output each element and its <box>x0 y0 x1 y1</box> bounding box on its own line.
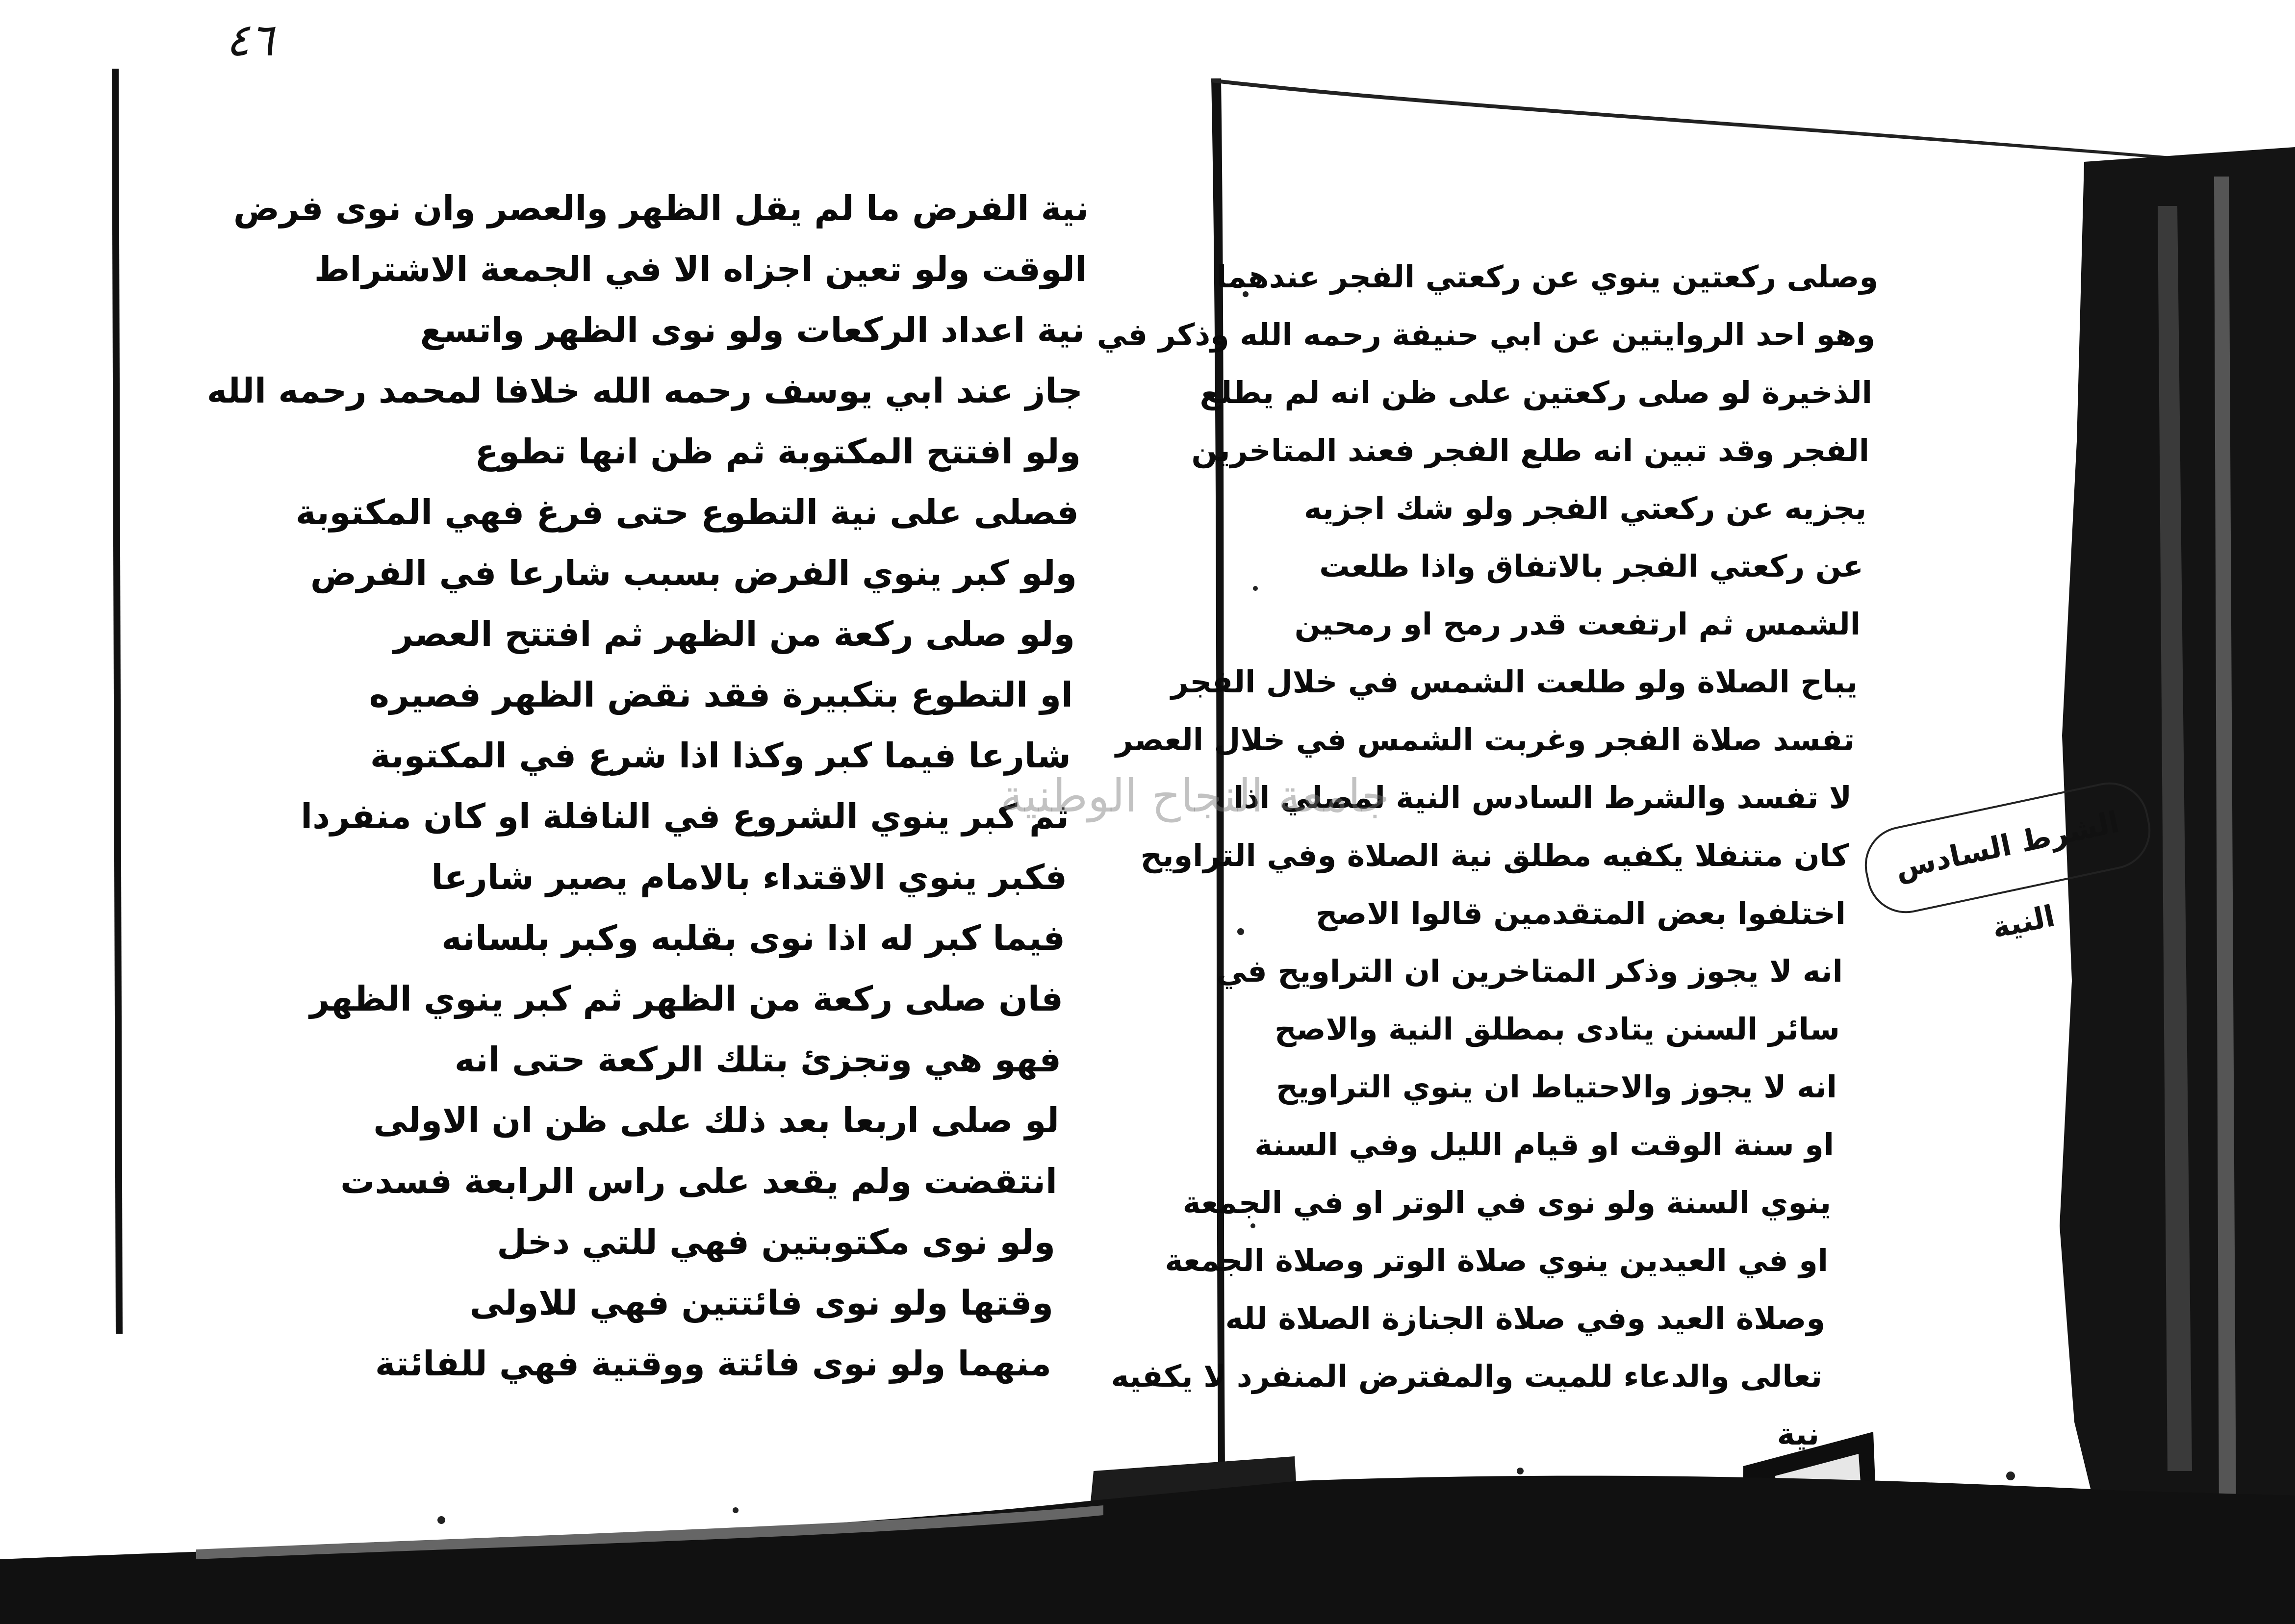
manuscript-line: منهما ولو نوى فائتة ووقتية فهي للفائتة <box>375 1344 1051 1384</box>
manuscript-line: فكبر ينوي الاقتداء بالامام يصير شارعا <box>431 857 1067 897</box>
manuscript-line: الذخيرة لو صلى ركعتين على ظن انه لم يطلع <box>1199 375 1872 410</box>
manuscript-line: وقتها ولو نوى فائتتين فهي للاولى <box>469 1283 1053 1323</box>
manuscript-line: فصلى على نية التطوع حتى فرغ فهي المكتوبة <box>295 492 1079 533</box>
manuscript-line: شارعا فيما كبر وكذا اذا شرع في المكتوبة <box>370 736 1071 776</box>
left-binding-edge <box>112 69 123 1334</box>
manuscript-line: لو صلى اربعا بعد ذلك على ظن ان الاولى <box>373 1100 1059 1141</box>
manuscript-line: ولو كبر ينوي الفرض بسبب شارعا في الفرض <box>310 553 1077 593</box>
manuscript-line: وهو احد الروايتين عن ابي حنيفة رحمه الله وذكر في <box>1096 317 1875 353</box>
page-number: ٤٦ <box>226 14 274 66</box>
manuscript-line: ولو صلى ركعة من الظهر ثم افتتح العصر <box>393 614 1075 654</box>
manuscript-line: الوقت ولو تعين اجزاه الا في الجمعة الاشتراط <box>314 249 1087 289</box>
manuscript-line: اختلفوا بعض المتقدمين قالوا الاصح <box>1315 895 1846 931</box>
manuscript-line: الشمس ثم ارتفعت قدر رمح او رمحين <box>1294 606 1861 642</box>
manuscript-line: تعالى والدعاء للميت والمفترض المنفرد لا يكفيه <box>1111 1358 1822 1394</box>
manuscript-line: لا تفسد والشرط السادس النية لمصلي اذا <box>1233 780 1852 815</box>
manuscript-line: فيما كبر له اذا نوى بقلبه وكبر بلسانه <box>441 918 1065 958</box>
manuscript-line: جاز عند ابي يوسف رحمه الله خلافا لمحمد رحمه الله <box>206 371 1083 411</box>
top-page-edge <box>1211 78 2177 160</box>
manuscript-line: او التطوع بتكبيرة فقد نقض الظهر فصيره <box>369 675 1073 715</box>
manuscript-line: ثم كبر ينوي الشروع في النافلة او كان منفردا <box>301 796 1069 837</box>
manuscript-line: الفجر وقد تبين انه طلع الفجر فعند المتاخرين <box>1191 432 1869 468</box>
manuscript-line: ولو نوى مكتوبتين فهي للتي دخل <box>497 1222 1055 1262</box>
manuscript-line: يباح الصلاة ولو طلعت الشمس في خلال الفجر <box>1171 664 1858 700</box>
left-manuscript-page <box>206 186 1089 1422</box>
manuscript-line: او سنة الوقت او قيام الليل وفي السنة <box>1254 1127 1834 1163</box>
manuscript-line: او في العيدين ينوي صلاة الوتر وصلاة الجمعة <box>1165 1243 1828 1278</box>
manuscript-line: سائر السنن يتادى بمطلق النية والاصح <box>1275 1011 1840 1047</box>
manuscript-line: كان متنفلا يكفيه مطلق نية الصلاة وفي التراويح <box>1140 837 1849 873</box>
manuscript-line: تفسد صلاة الفجر وغربت الشمس في خلال العصر <box>1115 722 1855 758</box>
margin-note-stamp: الشرط السادس النية <box>1858 775 2158 920</box>
library-watermark: جامعة النجاح الوطنية <box>1000 770 1390 822</box>
manuscript-line: نية الفرض ما لم يقل الظهر والعصر وان نوى فرض <box>233 188 1089 228</box>
manuscript-line: فهو هي وتجزئ بتلك الركعة حتى انه <box>454 1040 1061 1080</box>
manuscript-line: وصلاة العيد وفي صلاة الجنازة الصلاة لله <box>1225 1300 1825 1336</box>
manuscript-line: ينوي السنة ولو نوى في الوتر او في الجمعة <box>1182 1185 1831 1220</box>
manuscript-line: نية <box>1777 1416 1819 1452</box>
manuscript-line: وصلى ركعتين ينوي عن ركعتي الفجر عندهما <box>1216 259 1878 295</box>
manuscript-line: عن ركعتي الفجر بالاتفاق واذا طلعت <box>1319 548 1863 584</box>
manuscript-line: نية اعداد الركعات ولو نوى الظهر واتسع <box>420 310 1085 350</box>
manuscript-line: ولو افتتح المكتوبة ثم ظن انها تطوع <box>475 431 1081 472</box>
manuscript-line: انتقضت ولم يقعد على راس الرابعة فسدت <box>340 1161 1057 1201</box>
manuscript-line: يجزيه عن ركعتي الفجر ولو شك اجزيه <box>1303 490 1866 526</box>
manuscript-line: انه لا يجوز وذكر المتاخرين ان التراويح في <box>1216 953 1843 989</box>
manuscript-line: فان صلى ركعة من الظهر ثم كبر ينوي الظهر <box>309 979 1063 1019</box>
manuscript-line: انه لا يجوز والاحتياط ان ينوي التراويح <box>1276 1069 1837 1105</box>
